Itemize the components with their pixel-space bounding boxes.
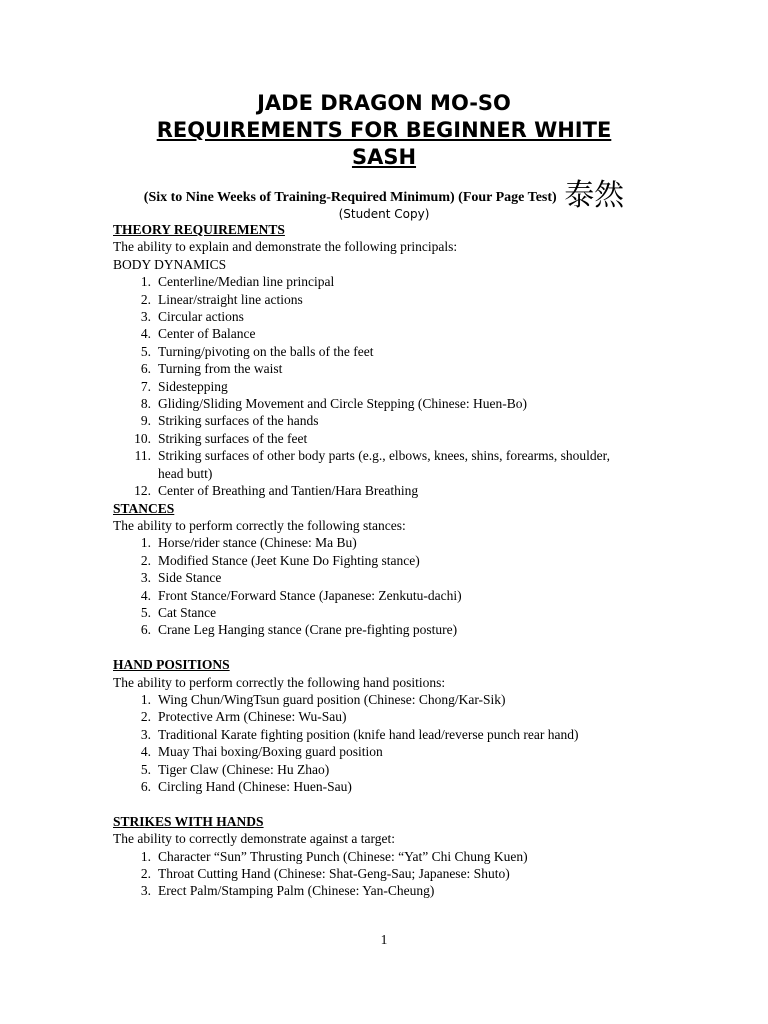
list-item <box>113 395 673 412</box>
list-item-number: 1. <box>140 274 151 290</box>
list-item-text: Turning from the waist <box>158 361 283 377</box>
list-item <box>113 291 673 308</box>
list-item-number: 1. <box>140 848 151 864</box>
list-item <box>113 378 673 395</box>
page-number: 1 <box>380 932 388 947</box>
list-item-text: Cat Stance <box>158 604 217 620</box>
title-line-2: REQUIREMENTS FOR BEGINNER WHITE <box>156 118 612 142</box>
list-item-text: Character “Sun” Thrusting Punch (Chinese: “Yat” Chi Chung Kuen) <box>158 848 528 864</box>
document-body <box>113 221 673 900</box>
list-item <box>113 552 673 569</box>
list-item <box>113 430 673 447</box>
section-intro-hand-positions: The ability to perform correctly the following hand positions: <box>113 674 446 690</box>
list-item-text: Throat Cutting Hand (Chinese: Shat-Geng-Sau; Japanese: Shuto) <box>158 866 510 881</box>
list-item <box>113 343 673 360</box>
spacer <box>113 639 673 656</box>
list-item-number: 5. <box>140 761 151 777</box>
spacer <box>113 795 673 812</box>
list-item-text: Erect Palm/Stamping Palm (Chinese: Yan-Cheung) <box>158 883 435 899</box>
list-item-number: 1. <box>140 691 151 707</box>
list-item-number: 10. <box>134 430 151 446</box>
list-item-text: Center of Breathing and Tantien/Hara Breathing <box>158 483 419 499</box>
subtitle: (Six to Nine Weeks of Training-Required Minimum) (Four Page Test) <box>143 190 557 205</box>
list-item-number: 8. <box>140 396 151 412</box>
list-item-number: 5. <box>140 343 151 359</box>
subheading-body-dynamics: BODY DYNAMICS <box>113 256 227 272</box>
theory-list <box>113 273 673 499</box>
list-item-text: Striking surfaces of the hands <box>158 413 319 429</box>
list-item <box>113 587 673 604</box>
section-intro-strikes: The ability to correctly demonstrate against a target: <box>113 831 396 847</box>
list-item-number: 6. <box>140 778 151 794</box>
hand-positions-list <box>113 691 673 795</box>
list-item-number: 3. <box>140 570 151 586</box>
list-item-text: Front Stance/Forward Stance (Japanese: Zenkutu-dachi) <box>158 587 462 603</box>
list-item-number: 1. <box>140 535 151 551</box>
list-item-text: Striking surfaces of the feet <box>158 430 308 446</box>
chinese-characters: 泰然 <box>564 178 625 213</box>
list-item <box>113 621 673 638</box>
title-line-3: SASH <box>351 145 417 169</box>
document-title <box>0 90 768 171</box>
list-item-number: 3. <box>140 309 151 325</box>
list-item-number: 6. <box>140 622 151 638</box>
list-item <box>113 360 673 377</box>
list-item-number: 5. <box>140 604 151 620</box>
list-item <box>113 761 673 778</box>
section-heading-stances: STANCES <box>113 500 175 516</box>
list-item-number: 2. <box>140 709 151 725</box>
list-item-text: Circling Hand (Chinese: Huen-Sau) <box>158 778 352 794</box>
list-item <box>113 778 673 795</box>
list-item-text: Sidestepping <box>158 378 228 394</box>
list-item-text: Centerline/Median line principal <box>158 274 335 290</box>
list-item-number: 6. <box>140 361 151 377</box>
list-item-number: 9. <box>140 413 151 429</box>
list-item-text: Turning/pivoting on the balls of the feet <box>158 343 374 359</box>
list-item <box>113 412 673 429</box>
section-heading-hand-positions: HAND POSITIONS <box>113 657 230 673</box>
list-item <box>113 708 673 725</box>
list-item <box>113 882 673 899</box>
list-item <box>113 848 673 865</box>
list-item-number: 4. <box>140 587 151 603</box>
list-item-text: Circular actions <box>158 309 244 325</box>
section-heading-strikes: STRIKES WITH HANDS <box>113 813 264 829</box>
list-item-text: Traditional Karate fighting position (knife hand lead/reverse punch rear hand) <box>158 726 579 742</box>
list-item-number: 2. <box>140 291 151 307</box>
list-item-number: 7. <box>140 378 151 394</box>
list-item-number: 4. <box>140 326 151 342</box>
list-item-continuation: head butt) <box>158 465 213 481</box>
title-line-1: JADE DRAGON MO-SO <box>257 91 511 115</box>
list-item-text: Wing Chun/WingTsun guard position (Chinese: Chong/Kar-Sik) <box>158 691 506 707</box>
list-item-text: Tiger Claw (Chinese: Hu Zhao) <box>158 761 330 777</box>
list-item <box>113 569 673 586</box>
list-item-number: 2. <box>140 866 151 881</box>
stances-list <box>113 534 673 638</box>
list-item-text: Modified Stance (Jeet Kune Do Fighting stance) <box>158 552 420 568</box>
list-item-text: Gliding/Sliding Movement and Circle Stepping (Chinese: Huen-Bo) <box>158 396 527 412</box>
list-item <box>113 273 673 290</box>
list-item <box>113 325 673 342</box>
list-item-number: 3. <box>140 726 151 742</box>
list-item-text: Center of Balance <box>158 326 256 342</box>
list-item <box>113 691 673 708</box>
section-intro-stances: The ability to perform correctly the following stances: <box>113 517 406 533</box>
list-item <box>113 534 673 551</box>
list-item-number: 12. <box>134 483 151 499</box>
list-item <box>113 743 673 760</box>
list-item-text: Muay Thai boxing/Boxing guard position <box>158 744 383 760</box>
list-item-text: Side Stance <box>158 570 222 586</box>
list-item-number: 4. <box>140 744 151 760</box>
strikes-list <box>113 848 673 900</box>
list-item <box>113 604 673 621</box>
list-item-text: Horse/rider stance (Chinese: Ma Bu) <box>158 535 357 551</box>
list-item <box>113 726 673 743</box>
student-copy-label: (Student Copy) <box>338 207 430 221</box>
list-item-number: 3. <box>140 883 151 899</box>
section-intro-theory: The ability to explain and demonstrate the following principals: <box>113 239 458 255</box>
list-item <box>113 482 673 499</box>
list-item-text: Crane Leg Hanging stance (Crane pre-fighting posture) <box>158 622 458 638</box>
list-item-number: 2. <box>140 552 151 568</box>
list-item-text: Striking surfaces of other body parts (e.g., elbows, knees, shins, forearms, shoulder, <box>158 448 610 464</box>
list-item-number: 11. <box>134 448 151 464</box>
list-item-text: Linear/straight line actions <box>158 291 303 307</box>
section-heading-theory: THEORY REQUIREMENTS <box>113 222 285 237</box>
list-item <box>113 447 673 482</box>
list-item-text: Protective Arm (Chinese: Wu-Sau) <box>158 709 347 725</box>
list-item <box>113 308 673 325</box>
list-item <box>113 865 673 882</box>
